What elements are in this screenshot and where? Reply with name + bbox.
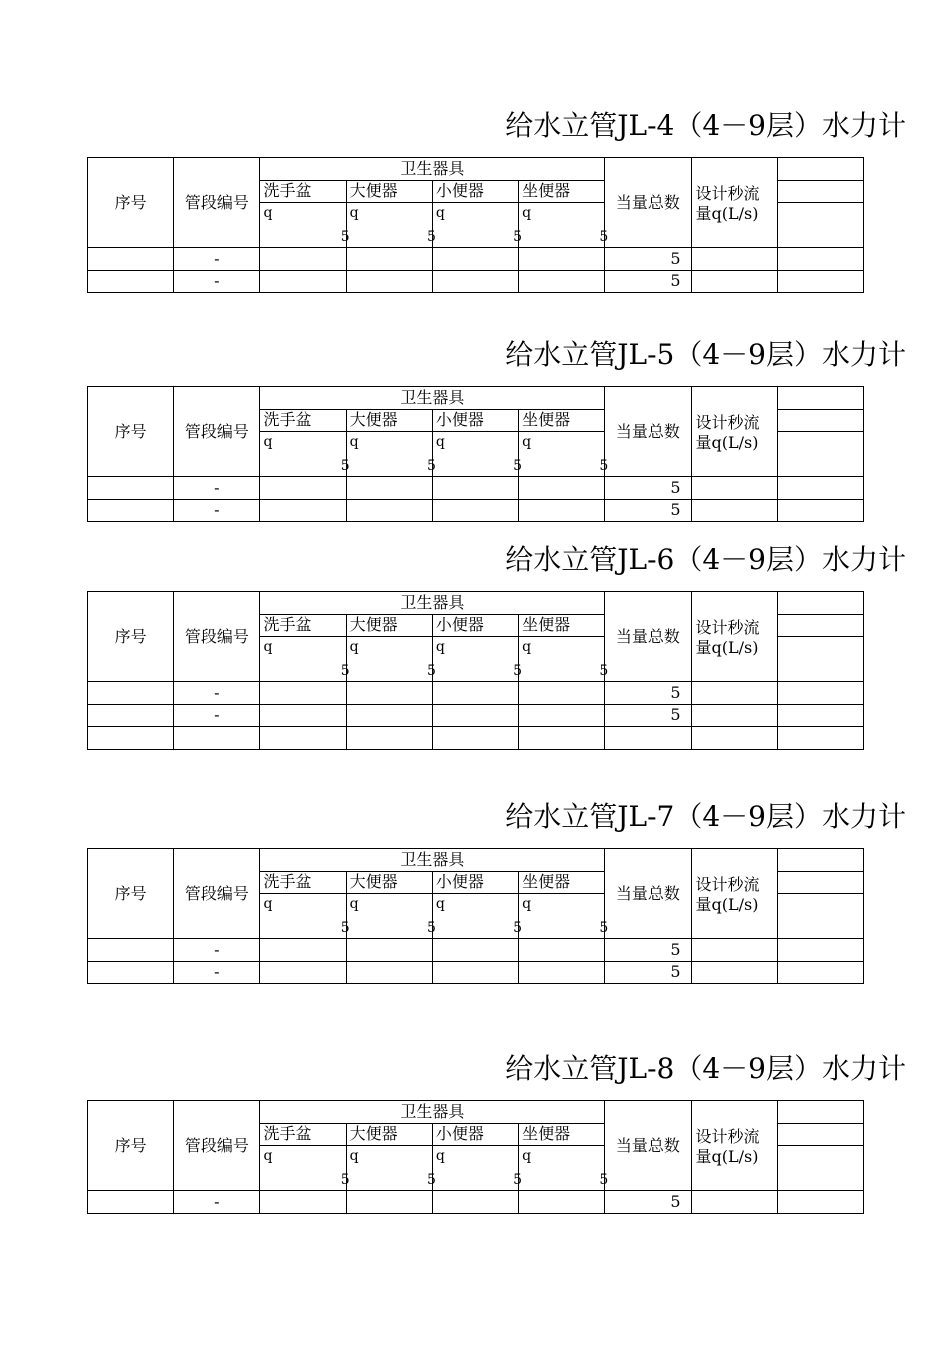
design-flow-line1: 设计秒流 — [695, 874, 760, 894]
header-row — [88, 849, 864, 872]
total-equiv-cell[interactable]: 5 — [605, 961, 691, 984]
q-symbol: q — [522, 639, 532, 655]
header-seq: 序号 — [88, 387, 174, 477]
header-q-cell — [260, 432, 350, 477]
fixture-count-cell[interactable] — [346, 961, 432, 984]
seq-cell[interactable] — [88, 1191, 174, 1214]
section-title: 给水立管JL-4（4－9层）水力计 — [505, 109, 906, 142]
fixture-count-cell[interactable] — [346, 939, 432, 962]
header-fixture: 坐便器 — [519, 1123, 605, 1146]
header-q-cell — [432, 894, 523, 939]
blank-cell[interactable] — [777, 592, 863, 615]
header-fixture: 小便器 — [432, 871, 518, 894]
total-equiv-cell[interactable]: 5 — [605, 939, 691, 962]
fixture-count-cell[interactable] — [260, 939, 346, 962]
blank-cell[interactable] — [777, 387, 863, 410]
segment-cell[interactable]: - — [174, 961, 260, 984]
q-symbol: q — [435, 1148, 445, 1164]
table-row — [88, 727, 864, 750]
header-q-cell — [519, 637, 609, 682]
header-design-flow — [691, 592, 777, 682]
q-subscript: 5 — [340, 663, 350, 679]
fixture-count-cell[interactable] — [432, 939, 518, 962]
header-row — [88, 592, 864, 615]
table-row — [88, 939, 864, 962]
fixture-count-cell[interactable] — [346, 499, 432, 522]
q-subscript: 5 — [513, 229, 523, 245]
section-title: 给水立管JL-5（4－9层）水力计 — [505, 338, 906, 371]
hydraulic-calc-table — [87, 1100, 864, 1214]
q-subscript: 5 — [599, 920, 609, 936]
total-equiv-cell[interactable]: 5 — [605, 477, 691, 500]
segment-cell[interactable]: - — [174, 1191, 260, 1214]
header-q-cell — [260, 1146, 350, 1191]
header-design-flow — [691, 849, 777, 939]
fixture-count-cell[interactable] — [346, 248, 432, 271]
header-row — [88, 158, 864, 181]
header-segment: 管段编号 — [174, 592, 260, 682]
segment-cell[interactable] — [174, 727, 260, 750]
header-row — [88, 1101, 864, 1124]
fixture-count-cell[interactable] — [519, 499, 605, 522]
header-fixture: 坐便器 — [519, 180, 605, 203]
table-row — [88, 270, 864, 293]
header-q-cell — [519, 894, 609, 939]
header-fixture: 大便器 — [346, 1123, 432, 1146]
header-design-flow — [691, 1101, 777, 1191]
q-subscript: 5 — [426, 1172, 436, 1188]
hydraulic-calc-table — [87, 848, 864, 984]
fixture-count-cell[interactable] — [346, 682, 432, 705]
header-fixture: 小便器 — [432, 409, 518, 432]
header-total-equiv: 当量总数 — [605, 1101, 691, 1191]
header-fixture: 大便器 — [346, 871, 432, 894]
q-subscript: 5 — [340, 458, 350, 474]
q-subscript: 5 — [426, 229, 436, 245]
header-q-cell — [260, 637, 350, 682]
fixture-count-cell[interactable] — [346, 477, 432, 500]
header-q-cell — [432, 1146, 523, 1191]
segment-cell[interactable]: - — [174, 499, 260, 522]
q-symbol: q — [522, 896, 532, 912]
q-symbol: q — [349, 639, 359, 655]
total-equiv-cell[interactable]: 5 — [605, 248, 691, 271]
hydraulic-calc-table — [87, 386, 864, 522]
segment-cell[interactable]: - — [174, 248, 260, 271]
design-flow-line1: 设计秒流 — [695, 412, 760, 432]
segment-cell[interactable]: - — [174, 939, 260, 962]
blank-cell[interactable] — [777, 1123, 863, 1146]
design-flow-cell[interactable] — [691, 248, 777, 271]
table-row — [88, 704, 864, 727]
fixture-count-cell[interactable] — [260, 704, 346, 727]
table-row — [88, 477, 864, 500]
header-fixtures-group: 卫生器具 — [260, 1101, 605, 1124]
header-q-cell — [432, 432, 523, 477]
q-subscript: 5 — [340, 920, 350, 936]
fixture-count-cell[interactable] — [519, 939, 605, 962]
header-fixture: 小便器 — [432, 614, 518, 637]
fixture-count-cell[interactable] — [519, 248, 605, 271]
blank-cell[interactable] — [777, 939, 863, 962]
q-symbol: q — [522, 1148, 532, 1164]
seq-cell[interactable] — [88, 477, 174, 500]
seq-cell[interactable] — [88, 939, 174, 962]
fixture-count-cell[interactable] — [432, 477, 518, 500]
design-flow-cell[interactable] — [691, 682, 777, 705]
blank-cell[interactable] — [777, 727, 863, 750]
header-total-equiv: 当量总数 — [605, 387, 691, 477]
header-q-cell — [260, 203, 350, 248]
header-total-equiv: 当量总数 — [605, 849, 691, 939]
header-q-cell — [346, 637, 436, 682]
fixture-count-cell[interactable] — [432, 727, 518, 750]
segment-cell[interactable]: - — [174, 477, 260, 500]
blank-cell[interactable] — [777, 499, 863, 522]
design-flow-line1: 设计秒流 — [695, 617, 760, 637]
header-total-equiv: 当量总数 — [605, 592, 691, 682]
table-row — [88, 248, 864, 271]
q-symbol: q — [435, 896, 445, 912]
design-flow-line2: 量q(L/s) — [695, 1146, 759, 1166]
fixture-count-cell[interactable] — [432, 270, 518, 293]
q-subscript: 5 — [426, 920, 436, 936]
blank-cell[interactable] — [777, 1146, 863, 1191]
design-flow-line1: 设计秒流 — [695, 183, 760, 203]
table-row — [88, 499, 864, 522]
fixture-count-cell[interactable] — [519, 270, 605, 293]
q-symbol: q — [263, 434, 273, 450]
blank-cell[interactable] — [777, 849, 863, 872]
fixture-count-cell[interactable] — [346, 727, 432, 750]
hydraulic-calc-table — [87, 157, 864, 293]
q-symbol: q — [349, 205, 359, 221]
section-title: 给水立管JL-6（4－9层）水力计 — [505, 543, 906, 576]
header-segment: 管段编号 — [174, 158, 260, 248]
fixture-count-cell[interactable] — [432, 499, 518, 522]
fixture-count-cell[interactable] — [432, 1191, 518, 1214]
header-total-equiv: 当量总数 — [605, 158, 691, 248]
fixture-count-cell[interactable] — [260, 248, 346, 271]
header-design-flow — [691, 387, 777, 477]
fixture-count-cell[interactable] — [432, 682, 518, 705]
q-subscript: 5 — [426, 663, 436, 679]
fixture-count-cell[interactable] — [519, 1191, 605, 1214]
design-flow-line2: 量q(L/s) — [695, 894, 759, 914]
section-title: 给水立管JL-7（4－9层）水力计 — [505, 800, 906, 833]
seq-cell[interactable] — [88, 704, 174, 727]
header-fixtures-group: 卫生器具 — [260, 387, 605, 410]
hydraulic-calc-table — [87, 591, 864, 750]
blank-cell[interactable] — [777, 637, 863, 682]
blank-cell[interactable] — [777, 1101, 863, 1124]
design-flow-cell[interactable] — [691, 270, 777, 293]
blank-cell[interactable] — [777, 871, 863, 894]
header-q-cell — [519, 432, 609, 477]
seq-cell[interactable] — [88, 682, 174, 705]
segment-cell[interactable]: - — [174, 270, 260, 293]
section-title: 给水立管JL-8（4－9层）水力计 — [505, 1052, 906, 1085]
fixture-count-cell[interactable] — [260, 1191, 346, 1214]
fixture-count-cell[interactable] — [519, 477, 605, 500]
design-flow-cell[interactable] — [691, 939, 777, 962]
total-equiv-cell[interactable]: 5 — [605, 499, 691, 522]
q-symbol: q — [349, 896, 359, 912]
blank-cell[interactable] — [777, 248, 863, 271]
header-segment: 管段编号 — [174, 1101, 260, 1191]
header-q-cell — [346, 432, 436, 477]
fixture-count-cell[interactable] — [260, 499, 346, 522]
header-fixture: 大便器 — [346, 180, 432, 203]
blank-cell[interactable] — [777, 614, 863, 637]
blank-cell[interactable] — [777, 1191, 863, 1214]
seq-cell[interactable] — [88, 961, 174, 984]
header-segment: 管段编号 — [174, 387, 260, 477]
q-symbol: q — [522, 434, 532, 450]
segment-cell[interactable]: - — [174, 682, 260, 705]
blank-cell[interactable] — [777, 180, 863, 203]
header-fixture: 洗手盆 — [260, 614, 346, 637]
seq-cell[interactable] — [88, 248, 174, 271]
q-subscript: 5 — [599, 663, 609, 679]
q-subscript: 5 — [513, 1172, 523, 1188]
blank-cell[interactable] — [777, 961, 863, 984]
fixture-count-cell[interactable] — [432, 704, 518, 727]
fixture-count-cell[interactable] — [432, 961, 518, 984]
header-fixtures-group: 卫生器具 — [260, 849, 605, 872]
seq-cell[interactable] — [88, 270, 174, 293]
table-row — [88, 961, 864, 984]
fixture-count-cell[interactable] — [260, 682, 346, 705]
blank-cell[interactable] — [777, 432, 863, 477]
blank-cell[interactable] — [777, 409, 863, 432]
q-symbol: q — [349, 434, 359, 450]
header-fixture: 坐便器 — [519, 409, 605, 432]
seq-cell[interactable] — [88, 727, 174, 750]
header-fixtures-group: 卫生器具 — [260, 158, 605, 181]
header-fixture: 洗手盆 — [260, 1123, 346, 1146]
header-fixture: 小便器 — [432, 1123, 518, 1146]
header-fixture: 洗手盆 — [260, 871, 346, 894]
header-fixture: 大便器 — [346, 409, 432, 432]
header-fixture: 小便器 — [432, 180, 518, 203]
design-flow-line2: 量q(L/s) — [695, 432, 759, 452]
header-fixtures-group: 卫生器具 — [260, 592, 605, 615]
fixture-count-cell[interactable] — [260, 477, 346, 500]
fixture-count-cell[interactable] — [260, 727, 346, 750]
fixture-count-cell[interactable] — [260, 270, 346, 293]
q-symbol: q — [435, 639, 445, 655]
q-symbol: q — [263, 1148, 273, 1164]
q-subscript: 5 — [426, 458, 436, 474]
header-fixture: 坐便器 — [519, 871, 605, 894]
header-q-cell — [519, 1146, 609, 1191]
header-q-cell — [519, 203, 609, 248]
q-symbol: q — [435, 434, 445, 450]
header-fixture: 坐便器 — [519, 614, 605, 637]
blank-cell[interactable] — [777, 203, 863, 248]
design-flow-line1: 设计秒流 — [695, 1126, 760, 1146]
header-q-cell — [432, 637, 523, 682]
fixture-count-cell[interactable] — [519, 727, 605, 750]
fixture-count-cell[interactable] — [260, 961, 346, 984]
header-seq: 序号 — [88, 592, 174, 682]
q-subscript: 5 — [599, 229, 609, 245]
header-row — [88, 387, 864, 410]
total-equiv-cell[interactable] — [605, 727, 691, 750]
header-q-cell — [260, 894, 350, 939]
q-subscript: 5 — [599, 1172, 609, 1188]
q-symbol: q — [522, 205, 532, 221]
header-seq: 序号 — [88, 1101, 174, 1191]
header-segment: 管段编号 — [174, 849, 260, 939]
q-subscript: 5 — [513, 458, 523, 474]
fixture-count-cell[interactable] — [346, 704, 432, 727]
header-q-cell — [432, 203, 523, 248]
design-flow-cell[interactable] — [691, 477, 777, 500]
blank-cell[interactable] — [777, 704, 863, 727]
header-q-cell — [346, 203, 436, 248]
fixture-count-cell[interactable] — [519, 704, 605, 727]
total-equiv-cell[interactable]: 5 — [605, 704, 691, 727]
design-flow-cell[interactable] — [691, 727, 777, 750]
design-flow-cell[interactable] — [691, 961, 777, 984]
design-flow-cell[interactable] — [691, 1191, 777, 1214]
fixture-count-cell[interactable] — [432, 248, 518, 271]
q-symbol: q — [349, 1148, 359, 1164]
fixture-count-cell[interactable] — [346, 1191, 432, 1214]
blank-cell[interactable] — [777, 477, 863, 500]
total-equiv-cell[interactable]: 5 — [605, 682, 691, 705]
header-fixture: 大便器 — [346, 614, 432, 637]
header-fixture: 洗手盆 — [260, 409, 346, 432]
seq-cell[interactable] — [88, 499, 174, 522]
q-subscript: 5 — [599, 458, 609, 474]
total-equiv-cell[interactable]: 5 — [605, 270, 691, 293]
header-seq: 序号 — [88, 158, 174, 248]
header-design-flow — [691, 158, 777, 248]
fixture-count-cell[interactable] — [346, 270, 432, 293]
design-flow-cell[interactable] — [691, 499, 777, 522]
segment-cell[interactable]: - — [174, 704, 260, 727]
q-symbol: q — [435, 205, 445, 221]
header-q-cell — [346, 1146, 436, 1191]
q-symbol: q — [263, 896, 273, 912]
header-q-cell — [346, 894, 436, 939]
blank-cell[interactable] — [777, 158, 863, 181]
design-flow-line2: 量q(L/s) — [695, 203, 759, 223]
fixture-count-cell[interactable] — [519, 682, 605, 705]
table-row — [88, 682, 864, 705]
header-seq: 序号 — [88, 849, 174, 939]
blank-cell[interactable] — [777, 894, 863, 939]
q-subscript: 5 — [513, 920, 523, 936]
blank-cell[interactable] — [777, 682, 863, 705]
fixture-count-cell[interactable] — [519, 961, 605, 984]
table-row — [88, 1191, 864, 1214]
q-subscript: 5 — [340, 229, 350, 245]
q-subscript: 5 — [513, 663, 523, 679]
design-flow-cell[interactable] — [691, 704, 777, 727]
total-equiv-cell[interactable]: 5 — [605, 1191, 691, 1214]
design-flow-line2: 量q(L/s) — [695, 637, 759, 657]
blank-cell[interactable] — [777, 270, 863, 293]
q-subscript: 5 — [340, 1172, 350, 1188]
q-symbol: q — [263, 205, 273, 221]
q-symbol: q — [263, 639, 273, 655]
header-fixture: 洗手盆 — [260, 180, 346, 203]
